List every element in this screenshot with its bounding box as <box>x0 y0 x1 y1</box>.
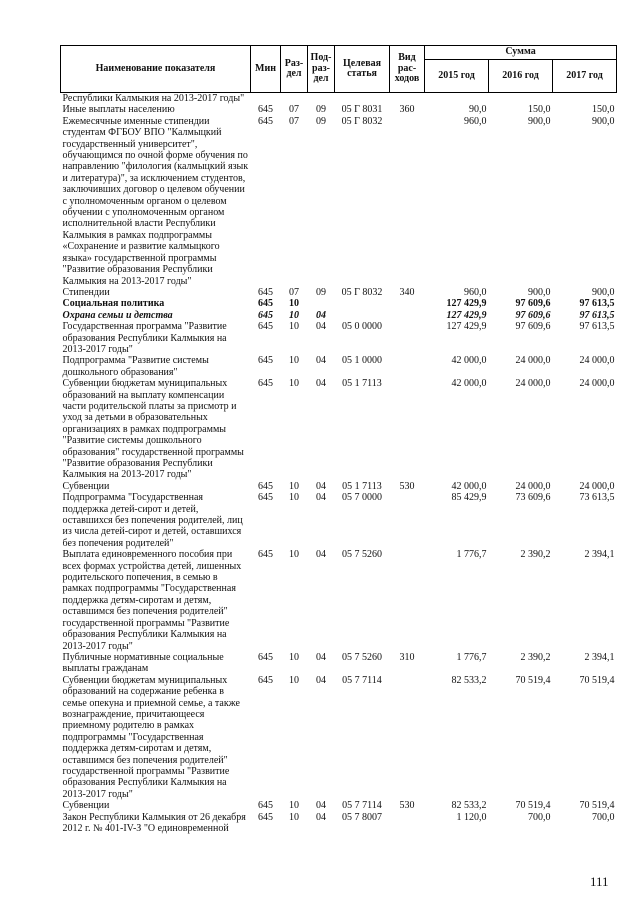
table-row <box>61 355 617 378</box>
table-row <box>61 104 617 115</box>
row-target-article: 05 1 0000 <box>342 355 382 367</box>
row-amount-2017: 24 000,0 <box>579 355 615 367</box>
row-amount-2017: 150,0 <box>592 104 615 116</box>
row-amount-2017: 2 394,1 <box>584 549 615 561</box>
row-name: Субвенции бюджетам муниципальных образований на содержание ребенка в семье опекуна и приемной семье, а также вознаграждение, причитающееся приемному родителю в рамках подпрограммы "Государственная поддержка детям-сиротам и детям, оставшимся без попечения родителей" государственной программы "Развитие образования Республики Калмыкия на 2013-2017 годы" <box>62 674 240 800</box>
row-subsection <box>308 93 335 105</box>
row-amount-2015: 127 429,9 <box>446 321 487 333</box>
row-amount-2015: 82 533,2 <box>451 674 487 686</box>
row-target-article: 05 Г 8031 <box>341 104 383 116</box>
table-row <box>61 492 617 549</box>
row-section: 10 <box>289 674 299 686</box>
table-row <box>61 675 617 800</box>
row-subsection: 04 <box>316 480 326 492</box>
row-expense-type <box>390 310 425 321</box>
row-amount-2017: 97 613,5 <box>579 298 615 310</box>
row-subsection: 04 <box>316 549 326 561</box>
row-target-article: 05 7 5260 <box>342 549 382 561</box>
header-sum: Сумма <box>425 46 617 60</box>
row-ministry: 645 <box>258 115 273 127</box>
row-amount-2017: 900,0 <box>592 286 615 298</box>
row-subsection: 04 <box>316 674 326 686</box>
row-name: Социальная политика <box>62 298 165 310</box>
header-subsection: Под-раз-дел <box>308 46 335 93</box>
table-row <box>61 298 617 309</box>
header-year-2015: 2015 год <box>425 60 489 93</box>
row-subsection: 04 <box>316 651 326 663</box>
row-target-article <box>335 298 390 309</box>
header-expense-type: Вид рас-ходов <box>390 46 425 93</box>
row-ministry: 645 <box>258 800 273 812</box>
row-name: Охрана семьи и детства <box>62 309 173 321</box>
row-amount-2016: 97 609,6 <box>515 321 551 333</box>
row-amount-2015: 127 429,9 <box>446 298 487 310</box>
row-subsection: 09 <box>316 286 326 298</box>
row-section: 10 <box>289 480 299 492</box>
row-subsection: 04 <box>316 800 326 812</box>
row-name: Стипендии <box>62 286 110 298</box>
row-amount-2015: 127 429,9 <box>446 309 487 321</box>
table-body <box>61 93 617 835</box>
header-section: Раз-дел <box>281 46 308 93</box>
table-row <box>61 481 617 492</box>
row-ministry: 645 <box>258 811 273 823</box>
table-row <box>61 287 617 298</box>
row-amount-2017 <box>553 93 617 105</box>
row-amount-2015: 85 429,9 <box>451 492 487 504</box>
row-amount-2016: 24 000,0 <box>515 355 551 367</box>
row-amount-2015: 82 533,2 <box>451 800 487 812</box>
row-ministry: 645 <box>258 309 273 321</box>
row-name: Субвенции <box>62 480 110 492</box>
row-ministry: 645 <box>258 355 273 367</box>
header-ministry: Мин <box>251 46 281 93</box>
header-name: Наименование показателя <box>61 46 251 93</box>
row-amount-2016: 70 519,4 <box>515 674 551 686</box>
row-target-article <box>335 93 390 105</box>
row-subsection: 04 <box>316 321 326 333</box>
row-name: Подпрограмма "Развитие системы дошкольного образования" <box>62 355 209 378</box>
row-section: 10 <box>289 811 299 823</box>
row-amount-2016 <box>489 93 553 105</box>
row-expense-type <box>390 321 425 355</box>
row-section: 07 <box>289 115 299 127</box>
row-ministry <box>251 93 281 105</box>
row-section: 10 <box>289 321 299 333</box>
row-section: 10 <box>289 309 299 321</box>
table-row <box>61 116 617 287</box>
row-subsection <box>308 298 335 309</box>
row-expense-type <box>390 298 425 309</box>
row-expense-type: 340 <box>399 286 415 298</box>
row-amount-2015: 960,0 <box>464 115 487 127</box>
row-expense-type: 310 <box>399 651 415 663</box>
row-name: Субвенции бюджетам муниципальных образований на выплату компенсации части родительской платы за присмотр и уход за детьми в образовательных организациях в рамках подпрограммы "Развитие системы дошкольного образования" государственной программы "Развитие образования Республики Калмыкия на 2013-2017 годы" <box>62 378 244 481</box>
row-section: 07 <box>289 286 299 298</box>
row-ministry: 645 <box>258 321 273 333</box>
row-name: Выплата единовременного пособия при всех формах устройства детей, лишенных родительского попечения, в семью в рамках подпрограммы "Государственная поддержка детям-сиротам и детям, оставшимся без попечения родителей" государственной программы "Развитие образования Республики Калмыкия на 2013-2017 годы" <box>62 549 242 652</box>
row-amount-2017: 70 519,4 <box>579 674 615 686</box>
row-section: 10 <box>289 549 299 561</box>
row-ministry: 645 <box>258 674 273 686</box>
row-amount-2016: 70 519,4 <box>515 800 551 812</box>
row-amount-2015: 1 776,7 <box>456 651 487 663</box>
row-expense-type <box>390 492 425 549</box>
row-ministry: 645 <box>258 104 273 116</box>
row-section: 10 <box>289 355 299 367</box>
row-name: Государственная программа "Развитие образования Республики Калмыкия на 2013-2017 годы" <box>62 321 227 355</box>
row-amount-2015: 42 000,0 <box>451 480 487 492</box>
row-amount-2015: 960,0 <box>464 286 487 298</box>
table-row <box>61 549 617 652</box>
row-subsection: 04 <box>316 355 326 367</box>
row-amount-2017: 97 613,5 <box>579 309 615 321</box>
table-row <box>61 378 617 481</box>
row-target-article: 05 7 5260 <box>342 651 382 663</box>
row-amount-2016: 150,0 <box>528 104 551 116</box>
row-amount-2015 <box>425 93 489 105</box>
row-ministry: 645 <box>258 651 273 663</box>
row-ministry: 645 <box>258 480 273 492</box>
row-expense-type: 530 <box>399 480 415 492</box>
row-amount-2016: 2 390,2 <box>520 651 551 663</box>
row-ministry: 645 <box>258 492 273 504</box>
row-amount-2016: 97 609,6 <box>515 309 551 321</box>
budget-sheet <box>60 45 616 834</box>
row-expense-type: 360 <box>399 104 415 116</box>
row-amount-2015: 1 776,7 <box>456 549 487 561</box>
row-amount-2017: 97 613,5 <box>579 321 615 333</box>
row-expense-type <box>390 93 425 105</box>
row-subsection: 09 <box>316 115 326 127</box>
row-amount-2015: 42 000,0 <box>451 378 487 390</box>
row-amount-2015: 1 120,0 <box>456 811 487 823</box>
table-row <box>61 812 617 835</box>
row-subsection: 04 <box>316 811 326 823</box>
row-expense-type: 530 <box>399 800 415 812</box>
row-amount-2016: 700,0 <box>528 811 551 823</box>
table-row <box>61 321 617 355</box>
row-expense-type <box>390 355 425 378</box>
row-expense-type <box>390 675 425 800</box>
row-subsection: 04 <box>316 378 326 390</box>
row-target-article: 05 Г 8032 <box>341 286 383 298</box>
row-name: Подпрограмма "Государственная поддержка детей-сирот и детей, оставшихся без попечения родителей, лиц из числа детей-сирот и детей, оставшихся без попечения родителей" <box>62 492 243 549</box>
row-name: Субвенции <box>62 800 110 812</box>
budget-table <box>60 45 617 834</box>
row-amount-2016: 24 000,0 <box>515 480 551 492</box>
row-section: 10 <box>289 800 299 812</box>
row-amount-2016: 24 000,0 <box>515 378 551 390</box>
row-amount-2017: 73 613,5 <box>579 492 615 504</box>
row-target-article: 05 7 7114 <box>342 674 382 686</box>
row-target-article: 05 7 7114 <box>342 800 382 812</box>
row-amount-2015: 90,0 <box>469 104 487 116</box>
header-year-2016: 2016 год <box>489 60 553 93</box>
row-section <box>281 93 308 105</box>
row-target-article: 05 7 0000 <box>342 492 382 504</box>
row-expense-type <box>390 378 425 481</box>
header-year-2017: 2017 год <box>553 60 617 93</box>
row-target-article: 05 1 7113 <box>342 378 382 390</box>
row-amount-2016: 900,0 <box>528 115 551 127</box>
page-number: 111 <box>590 874 609 889</box>
row-expense-type <box>390 812 425 835</box>
row-name: Иные выплаты населению <box>62 104 175 116</box>
row-section: 10 <box>289 492 299 504</box>
row-name: Ежемесячные именные стипендии студентам ФГБОУ ВПО "Калмыцкий государственный университет", обучающимся по очной форме обучения по направлению "филология (калмыцкий язык и литература)", за исключением студентов, заключивших договор о целевом обучении с уполномоченным органом о целевом обучении с уполномоченным органом исполнительной власти Республики Калмыкия в рамках подпрограммы «Сохранение и развитие калмыцкого языка» государственной программы "Развитие образования Республики Калмыкия на 2013-2017 годы" <box>62 115 249 287</box>
row-section: 07 <box>289 104 299 116</box>
table-row <box>61 800 617 811</box>
table-row <box>61 310 617 321</box>
row-amount-2017: 70 519,4 <box>579 800 615 812</box>
row-ministry: 645 <box>258 549 273 561</box>
row-name: Республики Калмыкия на 2013-2017 годы" <box>62 93 245 104</box>
row-subsection: 04 <box>316 309 326 321</box>
row-subsection: 04 <box>316 492 326 504</box>
row-amount-2016: 900,0 <box>528 286 551 298</box>
row-amount-2017: 24 000,0 <box>579 378 615 390</box>
header-target-article: Целевая статья <box>335 46 390 93</box>
row-expense-type <box>390 116 425 287</box>
table-row <box>61 93 617 105</box>
row-amount-2016: 97 609,6 <box>515 298 551 310</box>
row-amount-2016: 73 609,6 <box>515 492 551 504</box>
row-name: Закон Республики Калмыкия от 26 декабря 2012 г. № 401-IV-З "О единовременной <box>62 811 246 834</box>
row-section: 10 <box>289 378 299 390</box>
row-expense-type <box>390 549 425 652</box>
row-amount-2017: 2 394,1 <box>584 651 615 663</box>
row-ministry: 645 <box>258 286 273 298</box>
row-amount-2017: 24 000,0 <box>579 480 615 492</box>
row-target-article: 05 7 8007 <box>342 811 382 823</box>
row-amount-2017: 900,0 <box>592 115 615 127</box>
row-target-article: 05 Г 8032 <box>341 115 383 127</box>
row-ministry: 645 <box>258 378 273 390</box>
row-target-article: 05 0 0000 <box>342 321 382 333</box>
row-section: 10 <box>289 651 299 663</box>
row-section: 10 <box>289 298 299 310</box>
row-amount-2016: 2 390,2 <box>520 549 551 561</box>
table-row <box>61 652 617 675</box>
row-amount-2015: 42 000,0 <box>451 355 487 367</box>
row-name: Публичные нормативные социальные выплаты гражданам <box>62 651 224 675</box>
row-target-article: 05 1 7113 <box>342 480 382 492</box>
row-target-article <box>335 310 390 321</box>
table-header <box>61 46 617 93</box>
row-amount-2017: 700,0 <box>592 811 615 823</box>
row-ministry: 645 <box>258 298 273 310</box>
row-subsection: 09 <box>316 104 326 116</box>
